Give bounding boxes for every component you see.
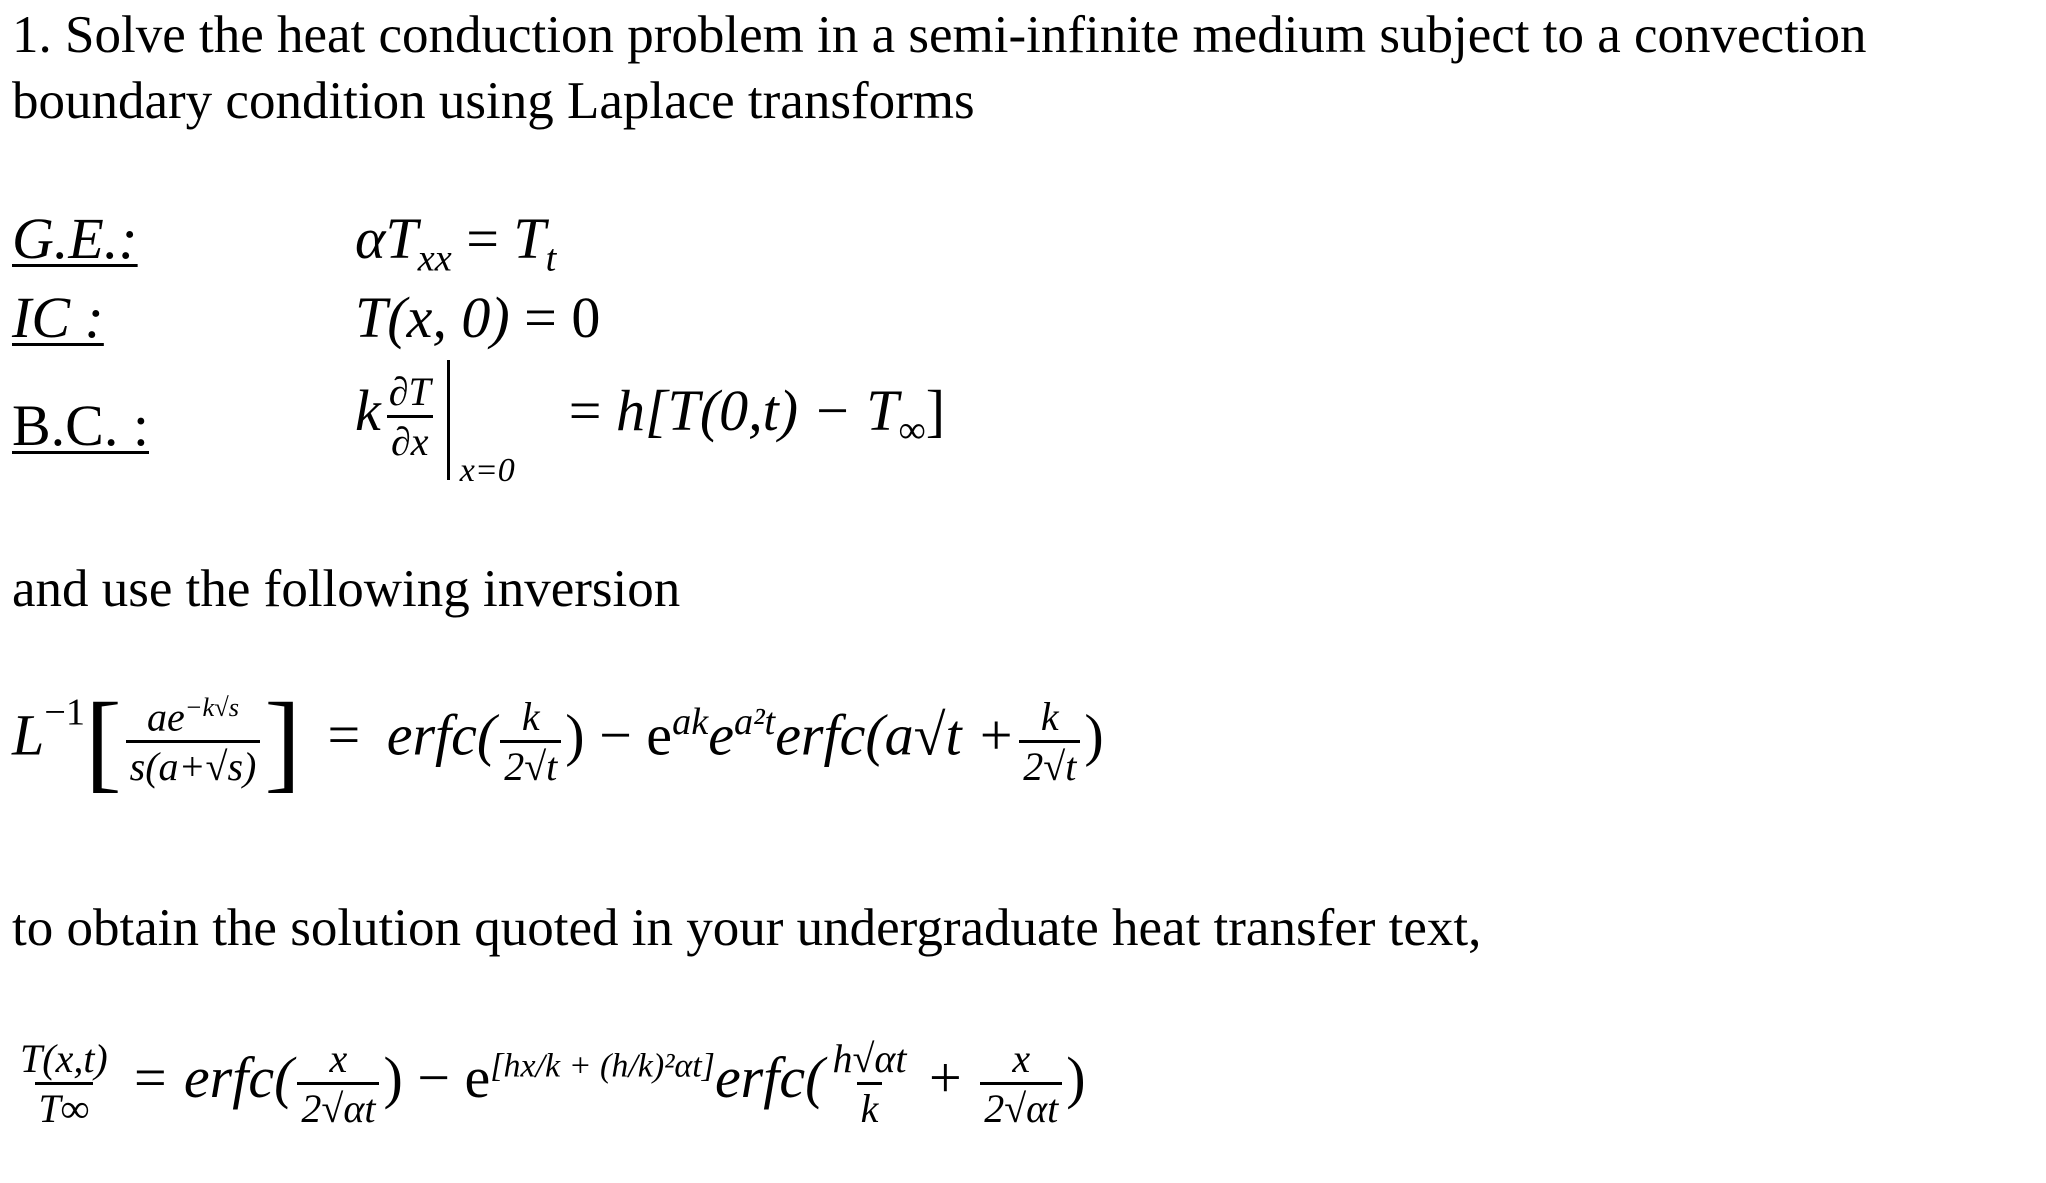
sol-frac3	[980, 1035, 1062, 1132]
sol-lhs-num: T(x,t)	[20, 1036, 108, 1081]
ic-equals: =	[524, 285, 557, 350]
bc-close: ]	[925, 378, 946, 443]
inv-num: ae	[146, 694, 185, 740]
sol-rhs1: = erfc(	[130, 1044, 294, 1110]
inv-frac2-den: 2√t	[1019, 740, 1080, 790]
inv-frac1-den: 2√t	[500, 740, 561, 790]
sol-rhs3: erfc(	[714, 1044, 825, 1110]
bc-T: T	[866, 378, 899, 443]
inv-minus1: −1	[44, 691, 85, 734]
inv-rhs3: erfc(a√t +	[775, 702, 1016, 768]
bc-rhs: h[T(0,t) −	[615, 378, 852, 443]
bc-x-eq-0: x=0	[459, 452, 515, 489]
sol-plus: +	[929, 1044, 962, 1110]
inv-frac2	[1019, 693, 1080, 790]
sol-frac2-den: k	[857, 1082, 883, 1132]
ic-lhs: T(x, 0)	[355, 285, 510, 350]
label-ge: G.E.:	[12, 206, 138, 271]
inv-exp-a2t: a²t	[733, 700, 776, 743]
sol-frac1	[297, 1035, 379, 1132]
bc-inf: ∞	[898, 409, 926, 452]
inv-L: L	[12, 702, 45, 768]
text-obtain: to obtain the solution quoted in your undergraduate heat transfer text,	[12, 899, 1482, 957]
text-inversion: and use the following inversion	[12, 560, 681, 618]
sol-lhs	[16, 1035, 112, 1132]
inv-rhs1: erfc(	[386, 702, 497, 768]
bc-derivative	[385, 368, 435, 465]
sol-exp: [hx/k + (h/k)²αt]	[490, 1047, 715, 1085]
inv-frac1	[500, 693, 561, 790]
bc-k: k	[355, 378, 381, 443]
label-bc: B.C. :	[12, 393, 149, 458]
initial-condition	[355, 284, 600, 351]
inv-bracket-close: ]	[264, 680, 301, 802]
problem-line-2: boundary condition using Laplace transforms	[12, 72, 975, 130]
sol-frac3-num: x	[1012, 1036, 1031, 1081]
inv-den: s(a+√s)	[126, 740, 261, 790]
inv-bracket-open: [	[84, 680, 122, 802]
governing-equation	[355, 205, 556, 281]
inv-num-exp: −k√s	[184, 691, 239, 722]
inv-rhs2: ) − e	[565, 702, 673, 768]
eq-T-rhs: T	[513, 206, 546, 271]
sol-frac2	[828, 1035, 910, 1132]
bc-eval-bar	[447, 360, 515, 489]
bc-dT: ∂T	[388, 369, 431, 415]
sol-rhs2: ) − e	[383, 1044, 491, 1110]
sol-frac3-den: 2√αt	[980, 1082, 1062, 1132]
bc-equals: =	[568, 378, 602, 443]
eq-equals: =	[466, 206, 499, 271]
inversion-formula	[12, 680, 1104, 802]
eq-alpha: α	[355, 206, 386, 271]
sol-rhs4: )	[1066, 1044, 1086, 1110]
inv-e2: e	[708, 702, 734, 768]
inv-fraction	[126, 692, 261, 790]
sol-frac1-den: 2√αt	[297, 1082, 379, 1132]
sol-lhs-den: T∞	[35, 1082, 94, 1132]
inv-frac2-num: k	[1040, 693, 1059, 739]
boundary-condition	[355, 360, 946, 489]
problem-line-1: 1. Solve the heat conduction problem in a semi-infinite medium subject to a convection	[12, 6, 1867, 64]
ic-zero: 0	[571, 285, 601, 350]
inv-rhs4: )	[1084, 702, 1104, 768]
eq-xx: xx	[417, 237, 452, 280]
sol-frac1-num: x	[329, 1036, 348, 1081]
inv-exp-ak: ak	[672, 700, 709, 743]
label-ic: IC :	[12, 285, 104, 350]
inv-equals: =	[327, 702, 361, 768]
eq-T: T	[385, 206, 418, 271]
solution-formula	[12, 1035, 1086, 1132]
bc-dx: ∂x	[387, 415, 433, 465]
eq-t: t	[545, 237, 557, 280]
inv-frac1-num: k	[521, 693, 540, 739]
sol-frac2-num: h√αt	[832, 1036, 907, 1081]
